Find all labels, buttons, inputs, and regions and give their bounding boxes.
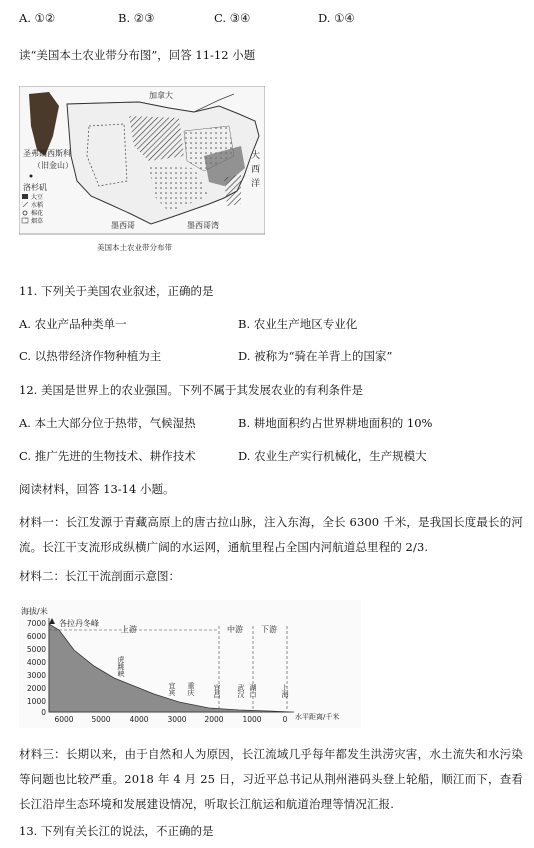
label-atlantic-1: 大: [251, 151, 261, 161]
ytick-4000: 4000: [26, 658, 46, 667]
option-b: B. ②③: [118, 11, 155, 25]
legend-rice: 水稻: [31, 202, 44, 209]
q12-stem: 12. 美国是世界上的农业强国。下列不属于其发展农业的有利条件是: [19, 383, 363, 397]
xtick-1000: 1000: [242, 715, 262, 724]
us-agriculture-map: [19, 86, 265, 258]
option-c: C. ③④: [214, 11, 251, 25]
ytick-6000: 6000: [26, 632, 46, 641]
subtropical-belt: [224, 174, 241, 206]
label-canada: 加拿大: [149, 91, 173, 100]
read-map-intro: 读“美国本土农业带分布图”，回答 11-12 小题: [19, 48, 256, 62]
profile-xlabel: 水平距离/千米: [295, 713, 340, 721]
city-wuhan: 武汉: [237, 684, 245, 698]
q11-option-a: A. 农业产品种类单一: [19, 317, 127, 331]
xtick-4000: 4000: [129, 715, 149, 724]
option-d: D. ①④: [318, 11, 355, 25]
peak-label: 各拉丹冬峰: [59, 619, 99, 628]
q11-stem: 11. 下列关于美国农业叙述，正确的是: [19, 284, 214, 298]
label-old-gold: （旧金山）: [33, 161, 73, 170]
city-hutiaoxia: 虎跳峡: [117, 656, 125, 677]
yangtze-profile-diagram: [19, 600, 361, 728]
label-mexico: 墨西哥: [111, 221, 135, 230]
legend-cotton: 棉花: [31, 210, 44, 217]
profile-ylabel: 海拔/米: [21, 607, 48, 616]
ytick-0: 0: [41, 708, 46, 717]
q12-option-c: C. 推广先进的生物技术、耕作技术: [19, 449, 196, 463]
ytick-3000: 3000: [26, 671, 46, 680]
xtick-6000: 6000: [54, 715, 74, 724]
material-3: 材料三：长期以来，由于自然和人为原因，长江流域几乎每年都发生洪涝灾害，水土流失和水污染等问题也比较严重。2018 年 4 月 25 日，习近平总书记从荆州港码头登上轮船，顺江而下，查看长江沿岸生态环境和发展建设情况，听取长江航运和航道治理等情况汇报.: [19, 747, 523, 811]
material-1: 材料一：长江发源于青藏高原上的唐古拉山脉，注入东海，全长 6300 千米，是我国长度最长的河流。长江干支流形成纵横广阔的水运网，通航里程占全国内河航道总里程的 2/3.: [19, 515, 523, 554]
label-sf: 圣弗朗西斯科: [23, 149, 71, 158]
map-caption: 美国本土农业带分布带: [97, 243, 172, 252]
q12-option-b: B. 耕地面积约占世界耕地面积的 10%: [238, 416, 433, 430]
q13-stem: 13. 下列有关长江的说法，不正确的是: [19, 824, 214, 838]
legend-soybean: 大豆: [31, 194, 44, 201]
xtick-3000: 3000: [167, 715, 187, 724]
city-yichang: 宜昌: [213, 684, 221, 698]
label-atlantic-2: 西: [251, 165, 261, 175]
q12-option-d: D. 农业生产实行机械化，生产规模大: [238, 449, 427, 463]
legend-tobacco: 烟草: [31, 218, 44, 225]
q11-option-d: D. 被称为“骑在羊背上的国家”: [238, 349, 393, 363]
q12-option-a: A. 本土大部分位于热带，气候湿热: [19, 416, 196, 430]
label-gulf-mexico: 墨西哥湾: [187, 221, 219, 230]
q11-option-b: B. 农业生产地区专业化: [238, 317, 358, 331]
xtick-0: 0: [282, 715, 288, 724]
ytick-5000: 5000: [26, 645, 46, 654]
xtick-5000: 5000: [91, 715, 111, 724]
material-2-intro: 材料二：长江干流剖面示意图：: [19, 569, 180, 583]
q11-option-c: C. 以热带经济作物种植为主: [19, 349, 162, 363]
ytick-7000: 7000: [26, 619, 46, 628]
city-shanghai: 上海: [281, 684, 289, 698]
read-material-intro: 阅读材料，回答 13-14 小题。: [19, 482, 175, 496]
section-upper: 上游: [121, 625, 137, 634]
city-hukou: 湖口: [249, 684, 257, 698]
section-middle: 中游: [227, 625, 243, 634]
label-atlantic-3: 洋: [251, 179, 261, 189]
xtick-2000: 2000: [204, 715, 224, 724]
section-lower: 下游: [261, 625, 277, 634]
city-chongqing: 重庆: [187, 682, 195, 696]
ytick-1000: 1000: [26, 697, 46, 706]
city-yibin: 宜宾: [168, 682, 176, 696]
label-la: 洛杉矶: [23, 183, 47, 192]
option-a: A. ①②: [19, 11, 56, 25]
ytick-2000: 2000: [26, 684, 46, 693]
